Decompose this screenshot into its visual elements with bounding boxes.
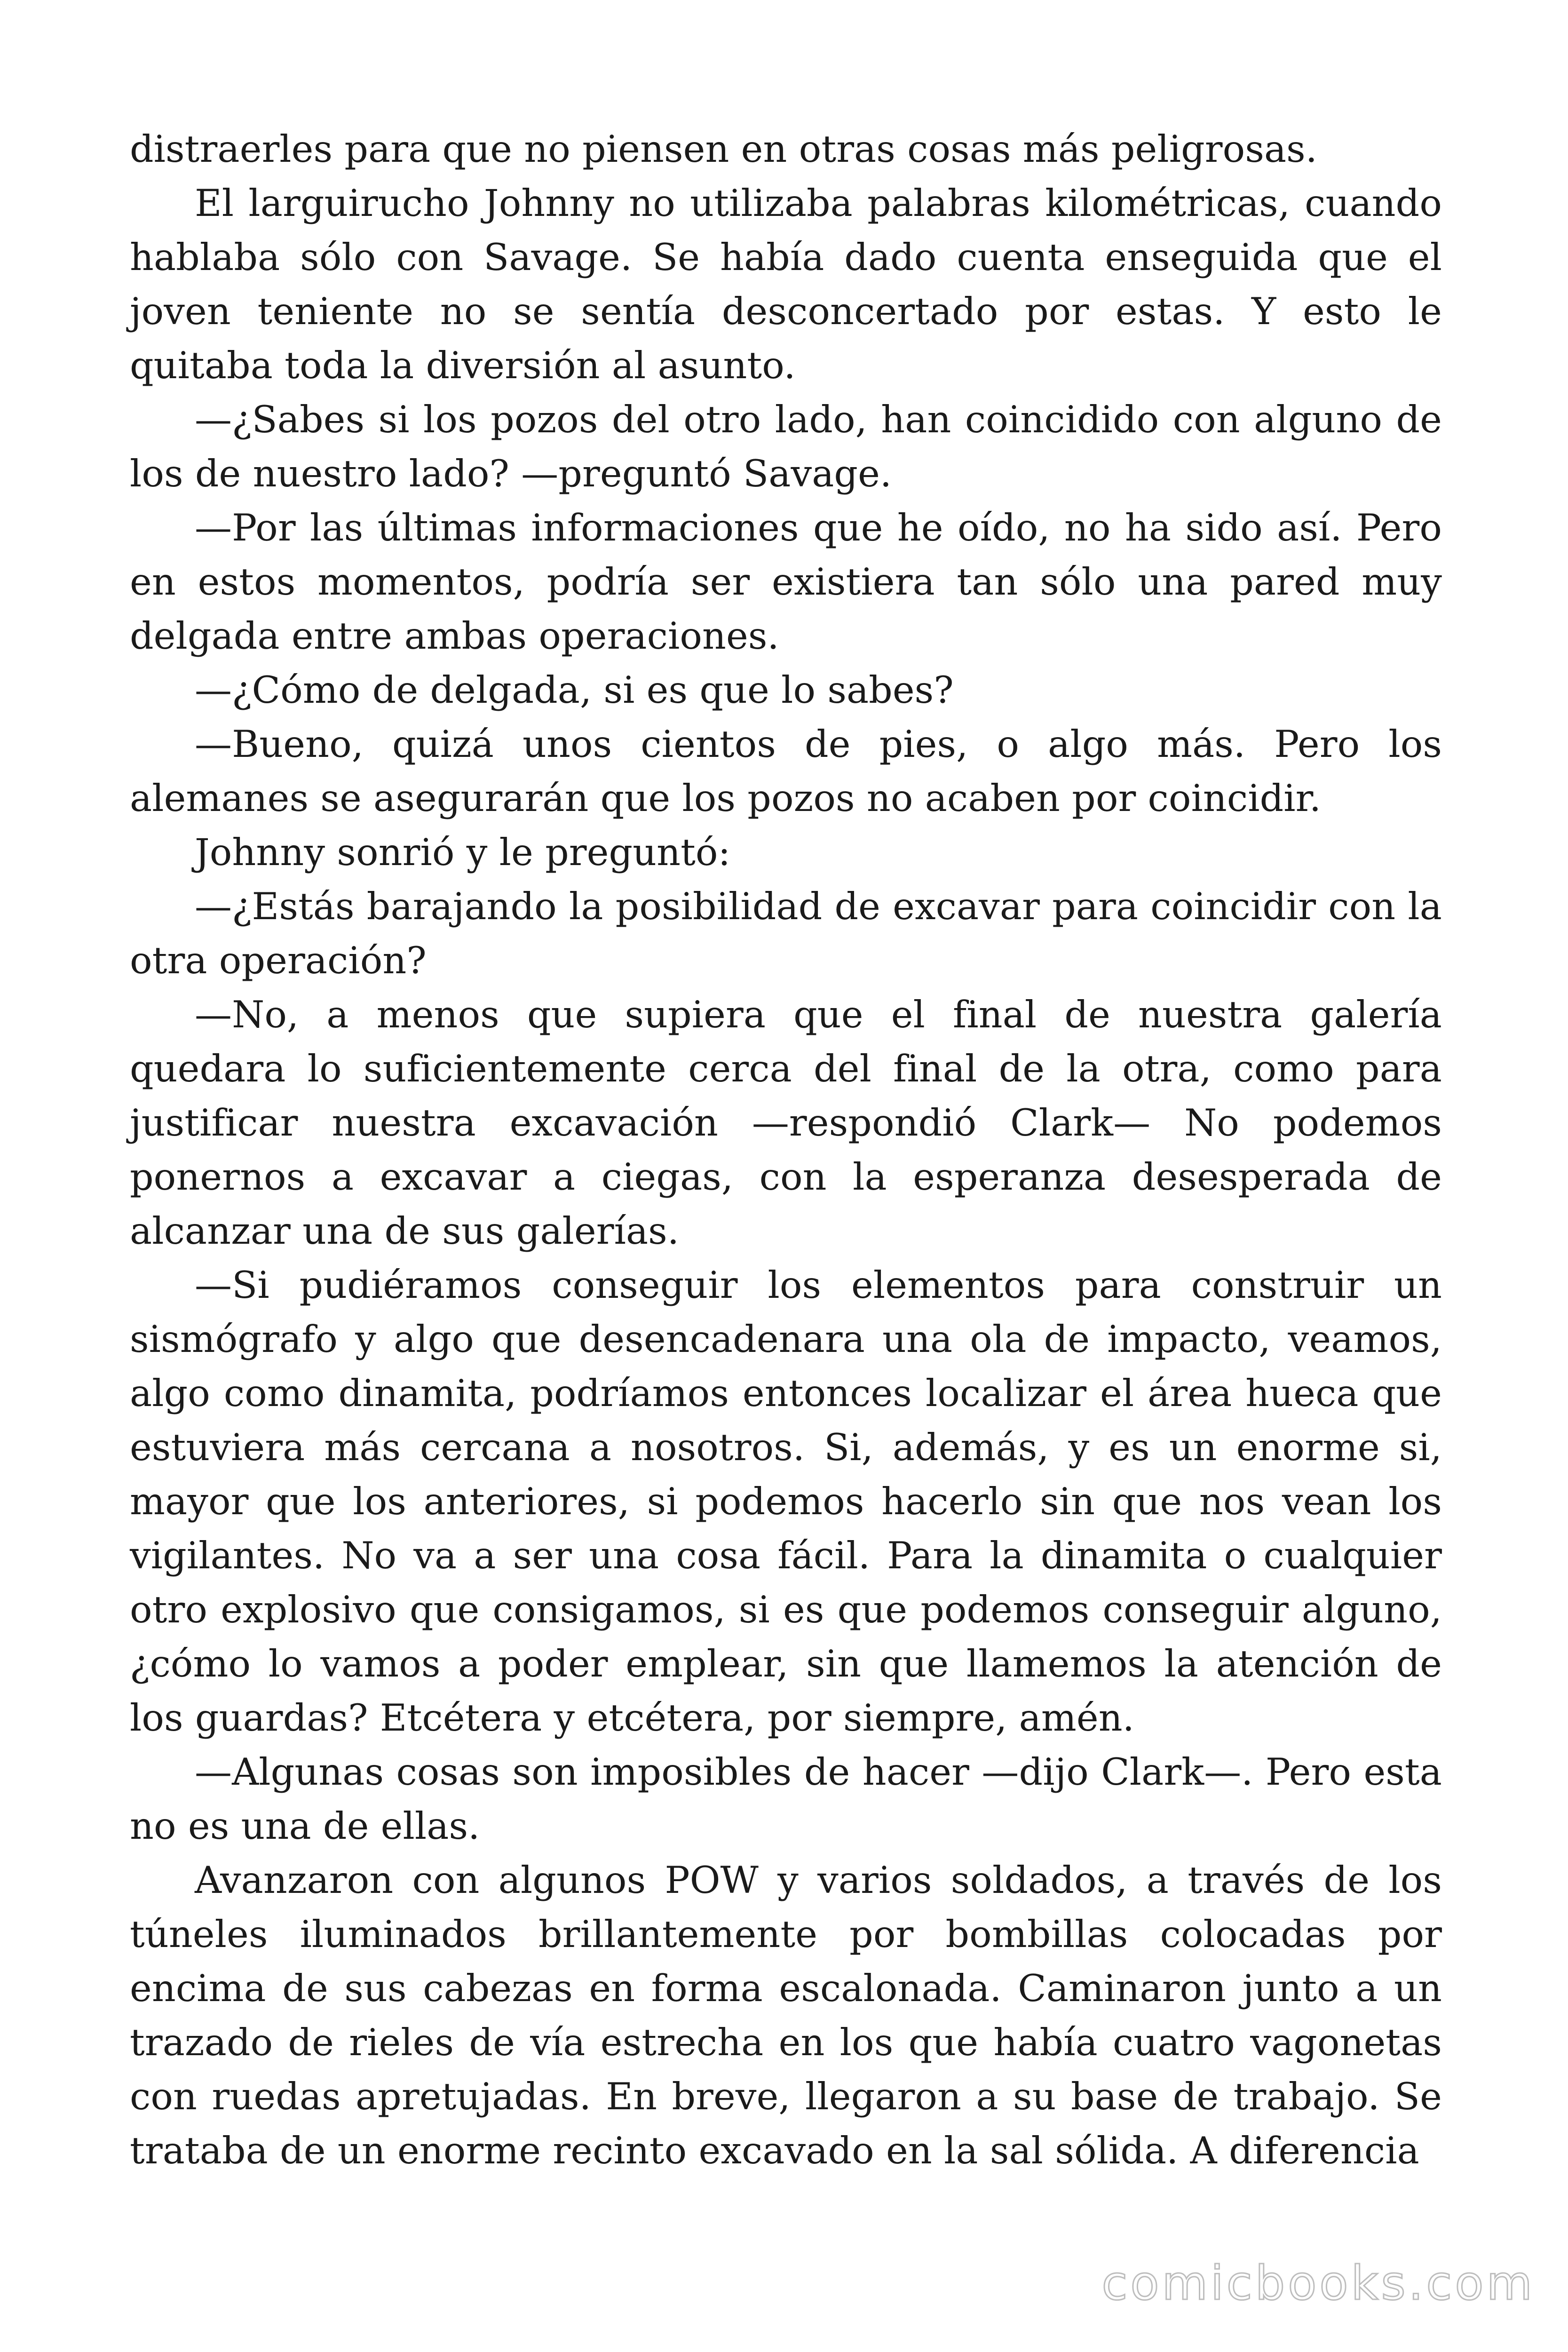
paragraph: —¿Cómo de delgada, si es que lo sabes? [195,668,954,712]
page-body [130,122,1442,2178]
watermark: comicbooks.com [1101,2256,1535,2311]
paragraph: Avanzaron con algunos POW y varios soldados, a través de los túneles iluminados brillantemente por bombillas colocadas por encima de sus cabezas en forma escalonada. Caminaron junto a un trazado de rieles de vía estrecha en los que había cuatro vagonetas con ruedas apretujadas. En breve, llegaron a su base de trabajo. Se trataba de un enorme recinto excavado en la sal sólida. A diferencia [130,1859,1442,2172]
paragraph: —¿Sabes si los pozos del otro lado, han coincidido con alguno de los de nuestro lado? —preguntó Savage. [130,398,1442,495]
paragraph: —Bueno, quizá unos cientos de pies, o algo más. Pero los alemanes se asegurarán que los pozos no acaben por coincidir. [130,723,1442,820]
paragraph: distraerles para que no piensen en otras cosas más peligrosas. [130,127,1318,171]
paragraph: —Algunas cosas son imposibles de hacer —dijo Clark—. Pero esta no es una de ellas. [130,1750,1442,1848]
paragraph: —Si pudiéramos conseguir los elementos para construir un sismógrafo y algo que desencadenara una ola de impacto, veamos, algo como dinamita, podríamos entonces localizar el área hueca que estuviera más cercana a nosotros. Si, además, y es un enorme si, mayor que los anteriores, si podemos hacerlo sin que nos vean los vigilantes. No va a ser una cosa fácil. Para la dinamita o cualquier otro explosivo que consigamos, si es que podemos conseguir alguno, ¿cómo lo vamos a poder emplear, sin que llamemos la atención de los guardas? Etcétera y etcétera, por siempre, amén. [130,1263,1442,1740]
paragraph: El larguirucho Johnny no utilizaba palabras kilométricas, cuando hablaba sólo con Savage. Se había dado cuenta enseguida que el joven teniente no se sentía desconcertado por estas. Y esto le quitaba toda la diversión al asunto. [130,182,1442,387]
paragraph: —Por las últimas informaciones que he oído, no ha sido así. Pero en estos momentos, podría ser existiera tan sólo una pared muy delgada entre ambas operaciones. [130,506,1442,658]
paragraph: —¿Estás barajando la posibilidad de excavar para coincidir con la otra operación? [130,885,1442,982]
paragraph: —No, a menos que supiera que el final de nuestra galería quedara lo suficientemente cerca del final de la otra, como para justificar nuestra excavación —respondió Clark— No podemos ponernos a excavar a ciegas, con la esperanza desesperada de alcanzar una de sus galerías. [130,993,1442,1253]
paragraph: Johnny sonrió y le preguntó: [195,831,731,874]
